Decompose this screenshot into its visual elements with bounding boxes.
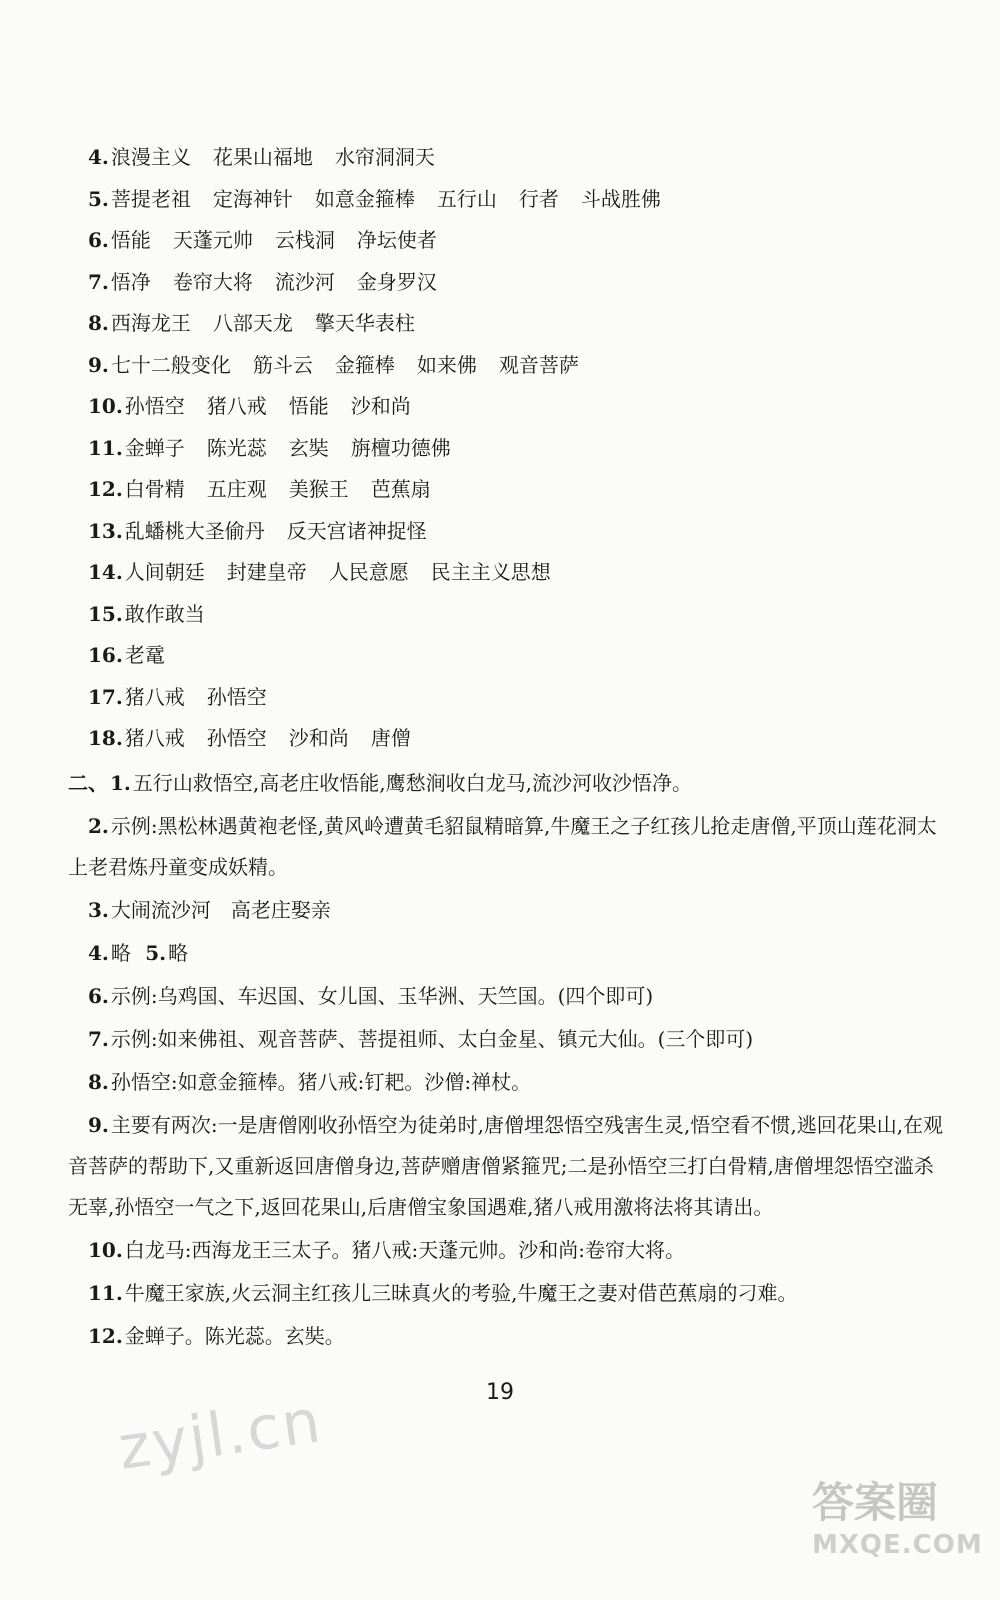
item-text: 略 <box>168 940 189 965</box>
item-number: 11. <box>88 435 123 460</box>
item-text: 示例:黑松林遇黄袍老怪,黄风岭遭黄毛貂鼠精暗算,牛魔王之子红孩儿抢走唐僧,平顶山莲花洞太上老君炼丹童变成妖精。 <box>68 813 937 879</box>
answer-line <box>88 472 948 514</box>
section2-item-11 <box>88 1273 948 1314</box>
item-text: 孙悟空:如意金箍棒。猪八戒:钉耙。沙僧:禅杖。 <box>110 1069 532 1094</box>
item-number: 9. <box>88 352 109 377</box>
item-number: 6. <box>88 228 109 252</box>
answer-term: 孙悟空 <box>206 684 267 709</box>
answer-term: 孙悟空 <box>206 726 267 750</box>
answer-term: 民主主义思想 <box>430 560 551 584</box>
item-number: 16. <box>88 643 123 667</box>
answer-term: 孙悟空 <box>124 394 185 418</box>
answer-term: 定海神针 <box>212 186 293 211</box>
item-number: 17. <box>88 684 123 709</box>
item-number: 18. <box>88 726 123 750</box>
answer-line <box>88 306 948 348</box>
answer-term: 西海龙王 <box>110 311 191 335</box>
item-number: 11. <box>88 1280 123 1305</box>
section2-item-10 <box>88 1230 948 1271</box>
item-number: 1. <box>110 770 131 795</box>
answer-term: 美猴王 <box>288 477 349 501</box>
answer-term: 人民意愿 <box>328 560 409 584</box>
answer-term: 人间朝廷 <box>124 560 205 584</box>
item-number: 15. <box>88 601 123 626</box>
item-number: 2. <box>88 813 109 838</box>
page-number: 19 <box>486 1380 514 1405</box>
item-number: 3. <box>88 897 109 922</box>
answer-term: 筋斗云 <box>252 352 313 377</box>
answer-term: 观音菩萨 <box>498 352 579 377</box>
answer-line <box>88 389 948 431</box>
item-number: 9. <box>88 1112 109 1137</box>
item-text: 牛魔王家族,火云洞主红孩儿三昧真火的考验,牛魔王之妻对借芭蕉扇的刁难。 <box>124 1280 798 1305</box>
answer-term: 玄奘 <box>288 435 329 460</box>
item-number: 13. <box>88 518 123 543</box>
item-number: 4. <box>88 145 109 169</box>
answer-term: 八部天龙 <box>212 311 293 335</box>
answer-term: 花果山福地 <box>212 145 313 169</box>
watermark-en: MXQE.COM <box>812 1530 983 1560</box>
answer-term: 如意金箍棒 <box>314 186 415 211</box>
answer-term: 金身罗汉 <box>356 269 437 294</box>
item-text: 大闹流沙河 高老庄娶亲 <box>110 897 331 922</box>
answer-line <box>88 140 948 182</box>
item-number: 7. <box>88 1026 109 1051</box>
item-number: 5. <box>145 940 167 965</box>
answer-line <box>88 265 948 307</box>
answer-term: 七十二般变化 <box>110 352 231 377</box>
answer-term: 金蝉子 <box>124 435 185 460</box>
item-number: 12. <box>88 1323 123 1348</box>
answer-term: 猪八戒 <box>206 394 267 418</box>
item-number: 6. <box>88 983 109 1008</box>
answer-term: 芭蕉扇 <box>370 477 431 501</box>
item-text: 主要有两次:一是唐僧刚收孙悟空为徒弟时,唐僧埋怨悟空残害生灵,悟空看不惯,逃回花果山,在观音菩萨的帮助下,又重新返回唐僧身边,菩萨赠唐僧紧箍咒;二是孙悟空三打白骨精,唐僧埋怨悟空滥杀无辜,孙悟空一气之下,返回花果山,后唐僧宝象国遇难,猪八戒用激将法将其请出。 <box>68 1112 944 1219</box>
item-number: 10. <box>88 394 123 418</box>
answer-term: 菩提老祖 <box>110 186 191 211</box>
answer-term: 悟净 <box>110 269 151 294</box>
answer-term: 猪八戒 <box>124 684 185 709</box>
item-text: 金蝉子。陈光蕊。玄奘。 <box>124 1323 345 1348</box>
item-number: 14. <box>88 560 123 584</box>
answer-term: 悟能 <box>288 394 329 418</box>
item-number: 10. <box>88 1237 123 1262</box>
answer-line <box>88 514 948 556</box>
answer-term: 卷帘大将 <box>172 269 253 294</box>
section2-item-2 <box>68 806 948 888</box>
watermark-logo-left: zyjl.cn <box>114 1386 327 1484</box>
answer-list-part1 <box>88 140 948 763</box>
answer-term: 如来佛 <box>416 352 477 377</box>
answer-term: 反天宫诸神捉怪 <box>286 518 427 543</box>
answer-line <box>88 638 948 680</box>
answer-term: 猪八戒 <box>124 726 185 750</box>
answer-term: 擎天华表柱 <box>314 311 415 335</box>
section2-item-8 <box>88 1062 948 1103</box>
watermark-logo-right <box>812 1470 982 1580</box>
answer-line <box>88 348 948 390</box>
answer-term: 天蓬元帅 <box>172 228 253 252</box>
section2-item-9 <box>68 1105 948 1228</box>
answer-term: 陈光蕊 <box>206 435 267 460</box>
section2-item-12 <box>88 1316 948 1357</box>
answer-term: 金箍棒 <box>334 352 395 377</box>
item-text: 五行山救悟空,高老庄收悟能,鹰愁涧收白龙马,流沙河收沙悟净。 <box>132 770 692 795</box>
answer-line <box>88 223 948 265</box>
section2-item-3 <box>88 890 948 931</box>
answer-term: 乱蟠桃大圣偷丹 <box>124 518 265 543</box>
item-text: 示例:如来佛祖、观音菩萨、菩提祖师、太白金星、镇元大仙。(三个即可) <box>110 1026 754 1051</box>
item-number: 12. <box>88 477 123 501</box>
section-label: 二、 <box>68 770 108 795</box>
answer-term: 水帘洞洞天 <box>334 145 435 169</box>
answer-term: 悟能 <box>110 228 151 252</box>
answer-line <box>88 680 948 722</box>
answer-term: 封建皇帝 <box>226 560 307 584</box>
answer-content <box>68 140 948 1359</box>
item-number: 4. <box>88 940 109 965</box>
item-number: 7. <box>88 269 109 294</box>
answer-term: 五行山 <box>436 186 497 211</box>
answer-term: 行者 <box>518 186 559 211</box>
item-text: 白龙马:西海龙王三太子。猪八戒:天蓬元帅。沙和尚:卷帘大将。 <box>124 1237 686 1262</box>
section2-item-4-5 <box>88 933 948 974</box>
section2-item-1 <box>68 763 948 804</box>
answer-term: 流沙河 <box>274 269 335 294</box>
item-number: 5. <box>88 186 109 211</box>
answer-line <box>88 597 948 639</box>
answer-term: 净坛使者 <box>356 228 437 252</box>
item-text: 示例:乌鸡国、车迟国、女儿国、玉华洲、天竺国。(四个即可) <box>110 983 654 1008</box>
answer-line <box>88 721 948 763</box>
answer-line <box>88 182 948 224</box>
item-number: 8. <box>88 311 109 335</box>
answer-term: 斗战胜佛 <box>580 186 661 211</box>
section2-item-6 <box>88 976 948 1017</box>
answer-line <box>88 431 948 473</box>
answer-term: 沙和尚 <box>288 726 349 750</box>
watermark-cn: 答案圈 <box>812 1478 939 1527</box>
item-number: 8. <box>88 1069 109 1094</box>
answer-term: 白骨精 <box>124 477 185 501</box>
answer-term: 旃檀功德佛 <box>350 435 451 460</box>
answer-term: 老鼋 <box>124 643 165 667</box>
answer-term: 浪漫主义 <box>110 145 191 169</box>
answer-term: 唐僧 <box>370 726 411 750</box>
answer-line <box>88 555 948 597</box>
answer-term: 敢作敢当 <box>124 601 205 626</box>
answer-term: 云栈洞 <box>274 228 335 252</box>
answer-term: 沙和尚 <box>350 394 411 418</box>
section2-item-7 <box>88 1019 948 1060</box>
answer-term: 五庄观 <box>206 477 267 501</box>
item-text: 略 <box>110 940 131 965</box>
